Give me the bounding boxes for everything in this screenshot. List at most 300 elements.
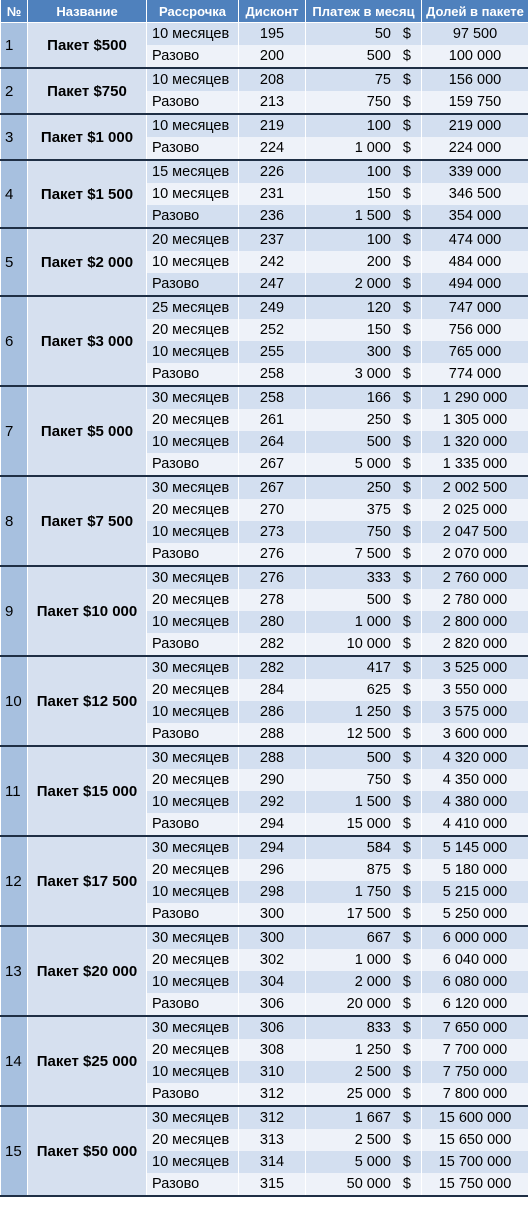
installment-cell: 30 месяцев [147, 1016, 239, 1039]
table-row [1, 926, 528, 949]
discount-cell: 267 [239, 453, 306, 476]
package-name: Пакет $1 500 [28, 160, 147, 228]
shares-cell: 15 700 000 [422, 1151, 528, 1173]
monthly-payment-cell [306, 656, 422, 679]
payment-amount: 10 000 [346, 636, 391, 652]
discount-cell: 280 [239, 611, 306, 633]
monthly-payment-cell [306, 679, 422, 701]
payment-amount: 200 [366, 254, 391, 270]
monthly-payment-cell [306, 791, 422, 813]
package-name: Пакет $5 000 [28, 386, 147, 476]
discount-cell: 294 [239, 813, 306, 836]
discount-cell: 304 [239, 971, 306, 993]
installment-cell: 20 месяцев [147, 409, 239, 431]
installment-cell: Разово [147, 543, 239, 566]
shares-cell: 15 650 000 [422, 1129, 528, 1151]
shares-cell: 2 820 000 [422, 633, 528, 656]
discount-cell: 294 [239, 836, 306, 859]
payment-amount: 17 500 [346, 906, 391, 922]
currency-symbol: $ [402, 434, 411, 450]
shares-cell: 346 500 [422, 183, 528, 205]
installment-cell: 10 месяцев [147, 341, 239, 363]
package-name: Пакет $500 [28, 23, 147, 69]
package-name: Пакет $15 000 [28, 746, 147, 836]
currency-symbol: $ [402, 48, 411, 64]
currency-symbol: $ [402, 636, 411, 652]
discount-cell: 302 [239, 949, 306, 971]
payment-amount: 500 [366, 434, 391, 450]
monthly-payment-cell [306, 836, 422, 859]
currency-symbol: $ [402, 502, 411, 518]
currency-symbol: $ [402, 186, 411, 202]
payment-amount: 2 500 [354, 1064, 391, 1080]
monthly-payment-cell [306, 91, 422, 114]
shares-cell: 339 000 [422, 160, 528, 183]
currency-symbol: $ [402, 1020, 411, 1036]
installment-cell: 25 месяцев [147, 296, 239, 319]
shares-cell: 3 525 000 [422, 656, 528, 679]
payment-amount: 2 500 [354, 1132, 391, 1148]
currency-symbol: $ [402, 94, 411, 110]
table-row [1, 566, 528, 589]
table-row [1, 836, 528, 859]
currency-symbol: $ [402, 974, 411, 990]
discount-cell: 314 [239, 1151, 306, 1173]
payment-amount: 75 [374, 72, 391, 88]
header-discount: Дисконт [239, 0, 306, 23]
package-name: Пакет $3 000 [28, 296, 147, 386]
header-row [1, 0, 528, 23]
discount-cell: 298 [239, 881, 306, 903]
installment-cell: 20 месяцев [147, 1129, 239, 1151]
shares-cell: 2 070 000 [422, 543, 528, 566]
discount-cell: 312 [239, 1083, 306, 1106]
shares-cell: 484 000 [422, 251, 528, 273]
installment-cell: 10 месяцев [147, 251, 239, 273]
payment-amount: 375 [366, 502, 391, 518]
monthly-payment-cell [306, 949, 422, 971]
discount-cell: 261 [239, 409, 306, 431]
payment-amount: 20 000 [346, 996, 391, 1012]
monthly-payment-cell [306, 521, 422, 543]
shares-cell: 2 047 500 [422, 521, 528, 543]
payment-amount: 750 [366, 524, 391, 540]
shares-cell: 6 080 000 [422, 971, 528, 993]
currency-symbol: $ [402, 906, 411, 922]
currency-symbol: $ [402, 344, 411, 360]
shares-cell: 3 575 000 [422, 701, 528, 723]
package-name: Пакет $750 [28, 68, 147, 114]
payment-amount: 1 250 [354, 704, 391, 720]
currency-symbol: $ [402, 862, 411, 878]
installment-cell: Разово [147, 91, 239, 114]
shares-cell: 756 000 [422, 319, 528, 341]
payment-amount: 300 [366, 344, 391, 360]
discount-cell: 273 [239, 521, 306, 543]
currency-symbol: $ [402, 750, 411, 766]
monthly-payment-cell [306, 453, 422, 476]
monthly-payment-cell [306, 723, 422, 746]
payment-amount: 100 [366, 164, 391, 180]
currency-symbol: $ [402, 1064, 411, 1080]
payment-amount: 1 000 [354, 952, 391, 968]
currency-symbol: $ [402, 72, 411, 88]
discount-cell: 315 [239, 1173, 306, 1196]
header-name: Название [28, 0, 147, 23]
shares-cell: 2 800 000 [422, 611, 528, 633]
monthly-payment-cell [306, 589, 422, 611]
shares-cell: 159 750 [422, 91, 528, 114]
shares-cell: 5 250 000 [422, 903, 528, 926]
monthly-payment-cell [306, 1083, 422, 1106]
table-body [1, 23, 528, 1197]
monthly-payment-cell [306, 341, 422, 363]
package-number: 11 [1, 746, 28, 836]
payment-amount: 2 000 [354, 974, 391, 990]
shares-cell: 747 000 [422, 296, 528, 319]
package-number: 5 [1, 228, 28, 296]
shares-cell: 7 750 000 [422, 1061, 528, 1083]
installment-cell: 30 месяцев [147, 386, 239, 409]
payment-amount: 3 000 [354, 366, 391, 382]
discount-cell: 195 [239, 23, 306, 46]
package-name: Пакет $1 000 [28, 114, 147, 160]
discount-cell: 258 [239, 386, 306, 409]
discount-cell: 226 [239, 160, 306, 183]
currency-symbol: $ [402, 300, 411, 316]
shares-cell: 15 750 000 [422, 1173, 528, 1196]
installment-cell: 30 месяцев [147, 566, 239, 589]
discount-cell: 313 [239, 1129, 306, 1151]
discount-cell: 292 [239, 791, 306, 813]
payment-amount: 50 [374, 26, 391, 42]
installment-cell: Разово [147, 1083, 239, 1106]
discount-cell: 300 [239, 903, 306, 926]
shares-cell: 4 380 000 [422, 791, 528, 813]
discount-cell: 296 [239, 859, 306, 881]
shares-cell: 2 780 000 [422, 589, 528, 611]
payment-amount: 1 667 [354, 1110, 391, 1126]
discount-cell: 258 [239, 363, 306, 386]
shares-cell: 1 335 000 [422, 453, 528, 476]
discount-cell: 282 [239, 656, 306, 679]
monthly-payment-cell [306, 1151, 422, 1173]
header-number: № [1, 0, 28, 23]
monthly-payment-cell [306, 971, 422, 993]
installment-cell: Разово [147, 137, 239, 160]
discount-cell: 236 [239, 205, 306, 228]
payment-amount: 875 [366, 862, 391, 878]
monthly-payment-cell [306, 319, 422, 341]
discount-cell: 286 [239, 701, 306, 723]
currency-symbol: $ [402, 118, 411, 134]
currency-symbol: $ [402, 1132, 411, 1148]
table-row [1, 476, 528, 499]
currency-symbol: $ [402, 208, 411, 224]
payment-amount: 417 [366, 660, 391, 676]
monthly-payment-cell [306, 543, 422, 566]
payment-amount: 15 000 [346, 816, 391, 832]
shares-cell: 354 000 [422, 205, 528, 228]
shares-cell: 7 650 000 [422, 1016, 528, 1039]
table-row [1, 160, 528, 183]
payment-amount: 5 000 [354, 1154, 391, 1170]
payment-amount: 584 [366, 840, 391, 856]
monthly-payment-cell [306, 1039, 422, 1061]
installment-cell: Разово [147, 723, 239, 746]
shares-cell: 7 700 000 [422, 1039, 528, 1061]
monthly-payment-cell [306, 363, 422, 386]
package-number: 7 [1, 386, 28, 476]
monthly-payment-cell [306, 251, 422, 273]
package-name: Пакет $12 500 [28, 656, 147, 746]
monthly-payment-cell [306, 1106, 422, 1129]
shares-cell: 97 500 [422, 23, 528, 46]
payment-amount: 833 [366, 1020, 391, 1036]
installment-cell: 20 месяцев [147, 319, 239, 341]
currency-symbol: $ [402, 276, 411, 292]
discount-cell: 284 [239, 679, 306, 701]
currency-symbol: $ [402, 772, 411, 788]
currency-symbol: $ [402, 794, 411, 810]
payment-amount: 750 [366, 94, 391, 110]
installment-cell: 10 месяцев [147, 183, 239, 205]
installment-cell: 20 месяцев [147, 499, 239, 521]
currency-symbol: $ [402, 524, 411, 540]
monthly-payment-cell [306, 23, 422, 46]
currency-symbol: $ [402, 254, 411, 270]
installment-cell: 10 месяцев [147, 1061, 239, 1083]
discount-cell: 278 [239, 589, 306, 611]
monthly-payment-cell [306, 993, 422, 1016]
shares-cell: 2 760 000 [422, 566, 528, 589]
discount-cell: 208 [239, 68, 306, 91]
package-name: Пакет $10 000 [28, 566, 147, 656]
package-number: 2 [1, 68, 28, 114]
payment-amount: 500 [366, 750, 391, 766]
installment-cell: 20 месяцев [147, 679, 239, 701]
installment-cell: 10 месяцев [147, 791, 239, 813]
currency-symbol: $ [402, 546, 411, 562]
currency-symbol: $ [402, 164, 411, 180]
currency-symbol: $ [402, 456, 411, 472]
monthly-payment-cell [306, 45, 422, 68]
shares-cell: 100 000 [422, 45, 528, 68]
monthly-payment-cell [306, 476, 422, 499]
payment-amount: 150 [366, 322, 391, 338]
currency-symbol: $ [402, 816, 411, 832]
payment-amount: 7 500 [354, 546, 391, 562]
installment-cell: Разово [147, 205, 239, 228]
discount-cell: 306 [239, 1016, 306, 1039]
shares-cell: 765 000 [422, 341, 528, 363]
payment-amount: 1 250 [354, 1042, 391, 1058]
monthly-payment-cell [306, 431, 422, 453]
monthly-payment-cell [306, 160, 422, 183]
payment-amount: 120 [366, 300, 391, 316]
currency-symbol: $ [402, 480, 411, 496]
installment-cell: 30 месяцев [147, 1106, 239, 1129]
installment-cell: 30 месяцев [147, 656, 239, 679]
currency-symbol: $ [402, 1110, 411, 1126]
table-row [1, 228, 528, 251]
package-name: Пакет $2 000 [28, 228, 147, 296]
package-number: 14 [1, 1016, 28, 1106]
installment-cell: Разово [147, 1173, 239, 1196]
monthly-payment-cell [306, 813, 422, 836]
payment-amount: 2 000 [354, 276, 391, 292]
shares-cell: 1 290 000 [422, 386, 528, 409]
shares-cell: 1 320 000 [422, 431, 528, 453]
header-monthly-payment: Платеж в месяц [306, 0, 422, 23]
monthly-payment-cell [306, 205, 422, 228]
table-row [1, 296, 528, 319]
table-row [1, 68, 528, 91]
installment-cell: 15 месяцев [147, 160, 239, 183]
discount-cell: 267 [239, 476, 306, 499]
payment-amount: 250 [366, 412, 391, 428]
currency-symbol: $ [402, 840, 411, 856]
monthly-payment-cell [306, 859, 422, 881]
monthly-payment-cell [306, 1129, 422, 1151]
discount-cell: 288 [239, 746, 306, 769]
package-number: 12 [1, 836, 28, 926]
package-number: 1 [1, 23, 28, 69]
monthly-payment-cell [306, 566, 422, 589]
shares-cell: 6 120 000 [422, 993, 528, 1016]
table-row [1, 114, 528, 137]
currency-symbol: $ [402, 412, 411, 428]
monthly-payment-cell [306, 1173, 422, 1196]
installment-cell: Разово [147, 453, 239, 476]
currency-symbol: $ [402, 930, 411, 946]
installment-cell: 20 месяцев [147, 228, 239, 251]
shares-cell: 4 410 000 [422, 813, 528, 836]
shares-cell: 1 305 000 [422, 409, 528, 431]
table-header [1, 0, 528, 23]
payment-amount: 12 500 [346, 726, 391, 742]
discount-cell: 300 [239, 926, 306, 949]
monthly-payment-cell [306, 386, 422, 409]
shares-cell: 774 000 [422, 363, 528, 386]
installment-cell: 20 месяцев [147, 769, 239, 791]
discount-cell: 308 [239, 1039, 306, 1061]
package-name: Пакет $25 000 [28, 1016, 147, 1106]
monthly-payment-cell [306, 183, 422, 205]
discount-cell: 242 [239, 251, 306, 273]
payment-amount: 625 [366, 682, 391, 698]
currency-symbol: $ [402, 996, 411, 1012]
installment-cell: 10 месяцев [147, 881, 239, 903]
discount-cell: 264 [239, 431, 306, 453]
package-name: Пакет $50 000 [28, 1106, 147, 1196]
installment-cell: 10 месяцев [147, 1151, 239, 1173]
installment-cell: 10 месяцев [147, 23, 239, 46]
payment-amount: 5 000 [354, 456, 391, 472]
payment-amount: 500 [366, 48, 391, 64]
currency-symbol: $ [402, 1042, 411, 1058]
discount-cell: 247 [239, 273, 306, 296]
installment-cell: Разово [147, 633, 239, 656]
currency-symbol: $ [402, 26, 411, 42]
package-number: 9 [1, 566, 28, 656]
shares-cell: 3 600 000 [422, 723, 528, 746]
table-row [1, 1106, 528, 1129]
monthly-payment-cell [306, 273, 422, 296]
payment-amount: 166 [366, 390, 391, 406]
currency-symbol: $ [402, 322, 411, 338]
shares-cell: 5 145 000 [422, 836, 528, 859]
shares-cell: 4 350 000 [422, 769, 528, 791]
discount-cell: 270 [239, 499, 306, 521]
discount-cell: 288 [239, 723, 306, 746]
package-name: Пакет $7 500 [28, 476, 147, 566]
monthly-payment-cell [306, 701, 422, 723]
payment-amount: 50 000 [346, 1176, 391, 1192]
payment-amount: 250 [366, 480, 391, 496]
package-name: Пакет $17 500 [28, 836, 147, 926]
currency-symbol: $ [402, 660, 411, 676]
package-number: 8 [1, 476, 28, 566]
shares-cell: 15 600 000 [422, 1106, 528, 1129]
discount-cell: 276 [239, 543, 306, 566]
installment-cell: 20 месяцев [147, 949, 239, 971]
currency-symbol: $ [402, 952, 411, 968]
package-number: 15 [1, 1106, 28, 1196]
monthly-payment-cell [306, 633, 422, 656]
currency-symbol: $ [402, 1086, 411, 1102]
installment-cell: 30 месяцев [147, 746, 239, 769]
currency-symbol: $ [402, 726, 411, 742]
payment-amount: 100 [366, 118, 391, 134]
shares-cell: 156 000 [422, 68, 528, 91]
payment-amount: 750 [366, 772, 391, 788]
installment-cell: Разово [147, 363, 239, 386]
payment-amount: 1 500 [354, 208, 391, 224]
payment-amount: 1 000 [354, 140, 391, 156]
installment-cell: Разово [147, 273, 239, 296]
payment-amount: 1 500 [354, 794, 391, 810]
monthly-payment-cell [306, 228, 422, 251]
currency-symbol: $ [402, 1154, 411, 1170]
discount-cell: 252 [239, 319, 306, 341]
installment-cell: 20 месяцев [147, 1039, 239, 1061]
package-number: 4 [1, 160, 28, 228]
installment-cell: 30 месяцев [147, 476, 239, 499]
shares-cell: 5 215 000 [422, 881, 528, 903]
installment-cell: 20 месяцев [147, 859, 239, 881]
monthly-payment-cell [306, 926, 422, 949]
header-installment: Рассрочка [147, 0, 239, 23]
currency-symbol: $ [402, 704, 411, 720]
table-row [1, 1016, 528, 1039]
monthly-payment-cell [306, 746, 422, 769]
currency-symbol: $ [402, 390, 411, 406]
table-row [1, 386, 528, 409]
discount-cell: 310 [239, 1061, 306, 1083]
currency-symbol: $ [402, 366, 411, 382]
installment-cell: 10 месяцев [147, 114, 239, 137]
table-row [1, 746, 528, 769]
monthly-payment-cell [306, 1061, 422, 1083]
monthly-payment-cell [306, 1016, 422, 1039]
currency-symbol: $ [402, 140, 411, 156]
installment-cell: Разово [147, 45, 239, 68]
payment-amount: 1 000 [354, 614, 391, 630]
payment-amount: 500 [366, 592, 391, 608]
currency-symbol: $ [402, 614, 411, 630]
currency-symbol: $ [402, 592, 411, 608]
